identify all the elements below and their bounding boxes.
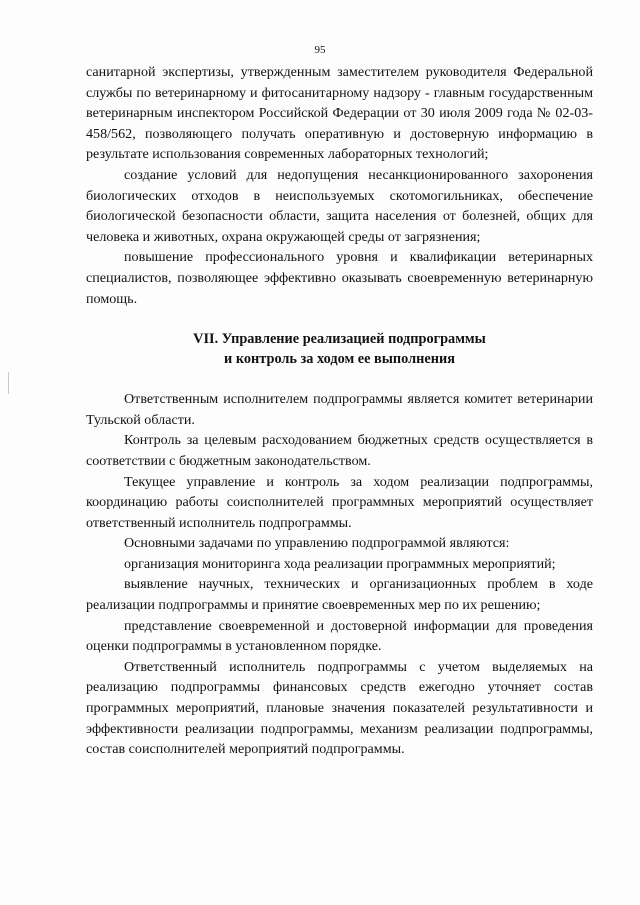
paragraph-qualification: повышение профессионального уровня и квалификации ветеринарных специалистов, позволяющее эффективно оказывать своевременную ветеринарную помощь. [86,249,593,307]
paragraph-main-tasks: Основными задачами по управлению подпрограммой являются: [124,535,510,552]
paragraph-reporting: представление своевременной и достоверной информации для проведения оценки подпрограммы в установленном порядке. [86,617,593,655]
paragraph-budget-control: Контроль за целевым расходованием бюджетных средств осуществляется в соответствии с бюджетным законодательством. [86,432,593,469]
paragraph-problem-detection: выявление научных, технических и организационных проблем в ходе реализации подпрограммы и принятие своевременных мер по их решению; [86,576,593,614]
paragraph-responsible-executor: Ответственным исполнителем подпрограммы является комитет ветеринарии Тульской области. [86,391,593,428]
paragraph-current-management: Текущее управление и контроль за ходом реализации подпрограммы, координацию работы соисполнителей программных мероприятий осуществляет ответственный исполнитель подпрограммы. [86,473,593,531]
document-body [86,62,593,760]
paragraph-annual-update: Ответственный исполнитель подпрограммы с учетом выделяемых на реализацию подпрограммы финансовых средств ежегодно уточняет состав программных мероприятий, плановые значения показателей результативности и эффективности реализации подпрограммы, механизм реализации подпрограммы, состав соисполнителей мероприятий подпрограммы. [86,658,593,758]
section-heading-line-2: и контроль за ходом ее выполнения [224,351,455,368]
section-gap-bottom [86,369,593,389]
paragraph-sanitary-expertise: санитарной экспертизы, утвержденным заместителем руководителя Федеральной службы по ветеринарному и фитосанитарному надзору - главным государственным ветеринарным инспектором Российской Федерации от 30 июля 2009 года № 02-03-458/562, позволяющего получать оперативную и достоверную информацию в результате использования современных лабораторных технологий; [86,64,593,163]
page-number: 95 [314,44,326,56]
paragraph-conditions: создание условий для недопущения несанкционированного захоронения биологических отходов в неиспользуемых скотомогильниках, обеспечение биологической безопасности области, защита населения от болезней, общих для человека и животных, охрана окружающей среды от загрязнения; [86,166,593,245]
section-gap-top [86,309,593,329]
section-heading [86,329,593,369]
scan-margin-mark [8,372,9,394]
paragraph-monitoring: организация мониторинга хода реализации программных мероприятий; [124,555,556,572]
section-heading-line-1: VII. Управление реализацией подпрограммы [193,331,486,348]
